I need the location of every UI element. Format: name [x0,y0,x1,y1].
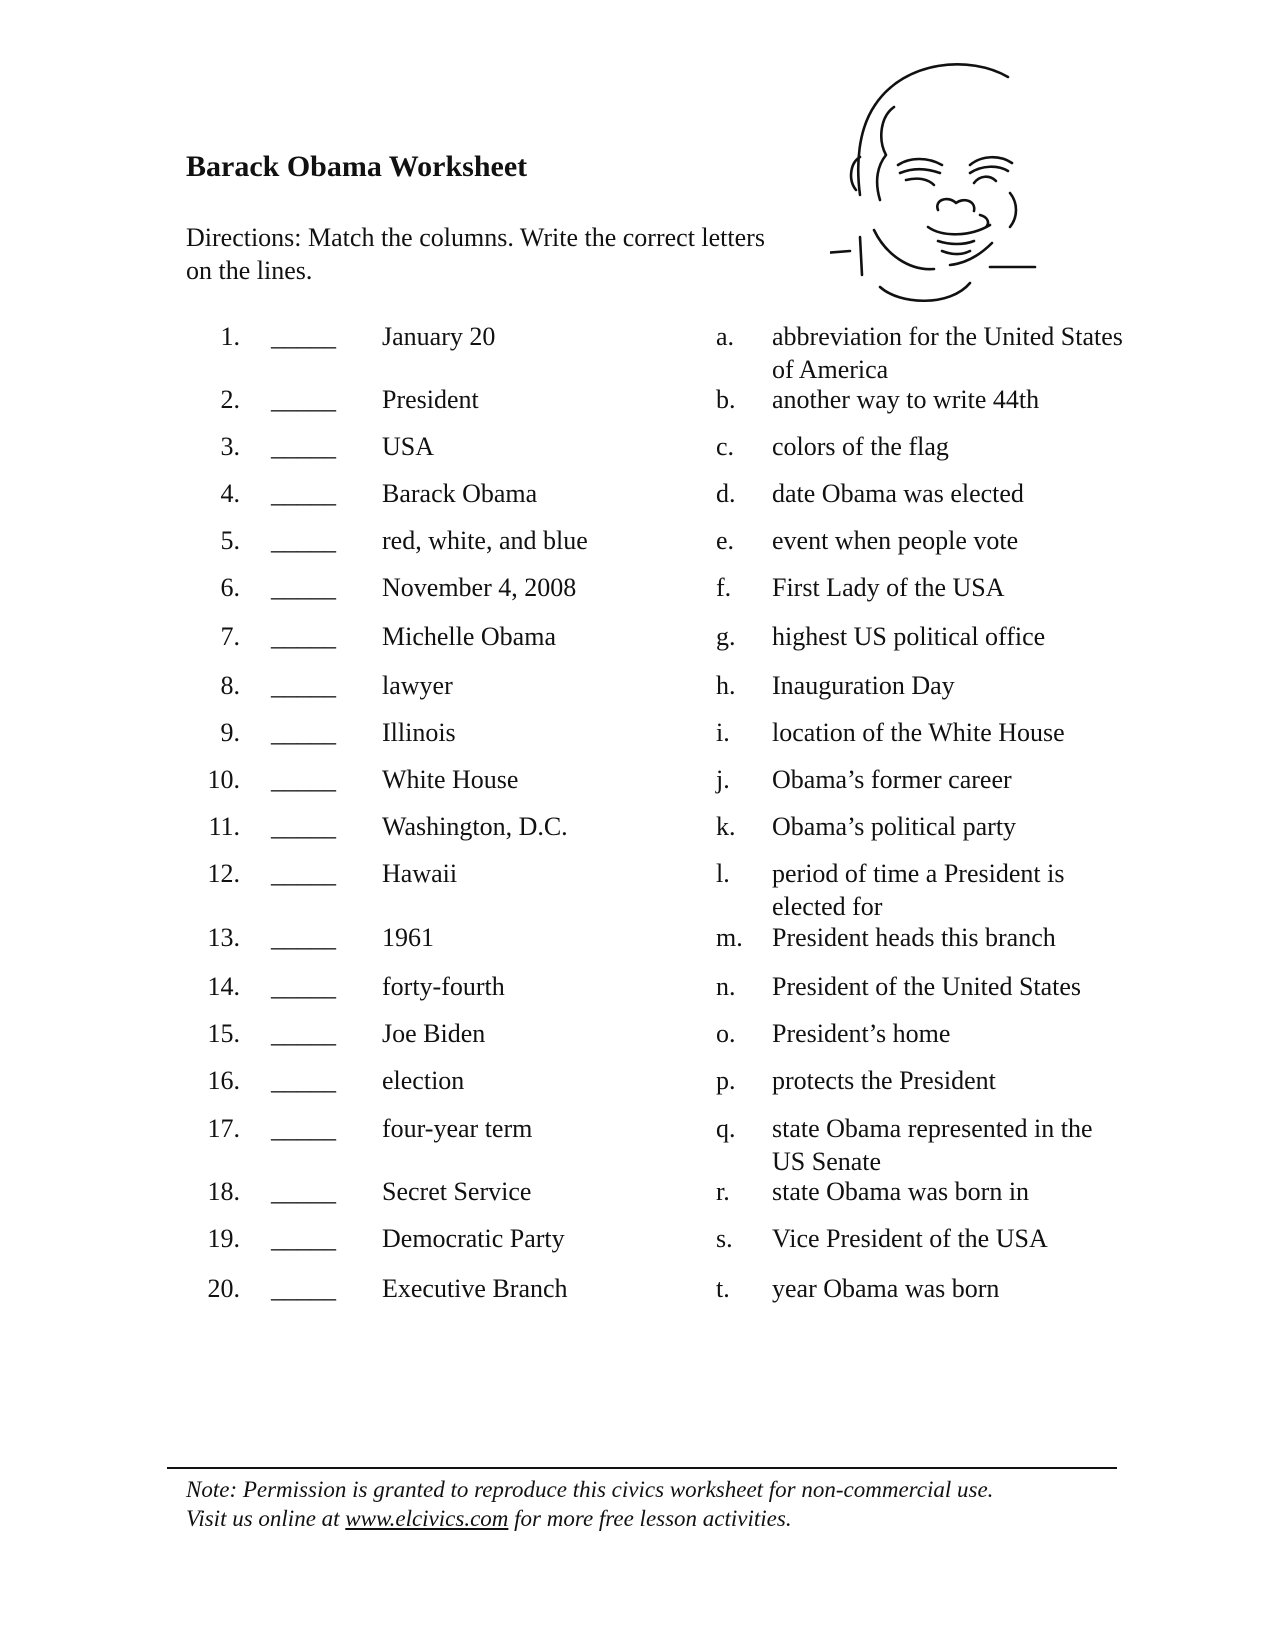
answer-line[interactable]: _____ [271,1019,336,1048]
answer-line[interactable]: _____ [271,859,336,888]
term-text: four-year term [382,1114,533,1143]
answer-line[interactable]: _____ [271,1066,336,1095]
answer-line[interactable]: _____ [271,573,336,602]
choice-letter: s. [716,1224,733,1253]
item-number: 13. [207,923,240,952]
answer-line[interactable]: _____ [271,1177,336,1206]
answer-line[interactable]: _____ [271,1274,336,1303]
item-number: 1. [220,322,240,351]
definition-text: President of the United States [772,972,1082,1001]
choice-letter: c. [716,432,735,461]
directions-text: Directions: Match the columns. Write the correct letters on the lines. [186,223,765,285]
note-line-1: Note: Permission is granted to reproduce this civics worksheet for non-commercial use. [186,1477,994,1502]
definition-text: Obama’s former career [772,765,1012,794]
item-number: 8. [220,671,240,700]
choice-letter: g. [716,622,736,651]
choice-letter: a. [716,322,735,351]
note-line-2-suffix: for more free lesson activities. [508,1506,792,1531]
choice-letter: b. [716,385,736,414]
answer-line[interactable]: _____ [271,526,336,555]
definition-text: state Obama represented in the US Senate [772,1114,1093,1176]
item-number: 9. [220,718,240,747]
item-number: 4. [220,479,240,508]
term-text: White House [382,765,519,794]
choice-letter: d. [716,479,736,508]
choice-letter: j. [716,765,730,794]
term-text: President [382,385,479,414]
definition-text: another way to write 44th [772,385,1040,414]
choice-letter: o. [716,1019,736,1048]
choice-letter: i. [716,718,730,747]
answer-line[interactable]: _____ [271,1114,336,1143]
definition-text: Obama’s political party [772,812,1017,841]
item-number: 7. [220,622,240,651]
item-number: 14. [207,972,240,1001]
item-number: 3. [220,432,240,461]
term-text: Hawaii [382,859,458,888]
answer-line[interactable]: _____ [271,718,336,747]
choice-letter: r. [716,1177,730,1206]
item-number: 16. [207,1066,240,1095]
definition-text: colors of the flag [772,432,949,461]
definition-text: event when people vote [772,526,1019,555]
item-number: 2. [220,385,240,414]
answer-line[interactable]: _____ [271,1224,336,1253]
definition-text: date Obama was elected [772,479,1024,508]
term-text: Democratic Party [382,1224,565,1253]
term-text: Executive Branch [382,1274,568,1303]
item-number: 11. [208,812,240,841]
definition-text: protects the President [772,1066,996,1095]
choice-letter: p. [716,1066,736,1095]
definition-text: year Obama was born [772,1274,1000,1303]
term-text: Secret Service [382,1177,532,1206]
choice-letter: n. [716,972,736,1001]
page-title: Barack Obama Worksheet [186,150,528,183]
choice-letter: m. [716,923,743,952]
answer-line[interactable]: _____ [271,622,336,651]
choice-letter: l. [716,859,730,888]
definition-text: period of time a President is elected for [772,859,1065,921]
definition-text: Inauguration Day [772,671,955,700]
item-number: 17. [207,1114,240,1143]
choice-letter: k. [716,812,736,841]
item-number: 10. [207,765,240,794]
choice-letter: q. [716,1114,736,1143]
answer-line[interactable]: _____ [271,765,336,794]
definition-text: President’s home [772,1019,951,1048]
term-text: Barack Obama [382,479,538,508]
choice-letter: e. [716,526,735,555]
definition-text: abbreviation for the United States of America [772,322,1123,384]
definition-text: location of the White House [772,718,1065,747]
term-text: Washington, D.C. [382,812,568,841]
term-text: election [382,1066,465,1095]
item-number: 19. [207,1224,240,1253]
definition-text: highest US political office [772,622,1046,651]
term-text: red, white, and blue [382,526,588,555]
item-number: 18. [207,1177,240,1206]
definition-text: First Lady of the USA [772,573,1005,602]
answer-line[interactable]: _____ [271,432,336,461]
item-number: 12. [207,859,240,888]
choice-letter: h. [716,671,736,700]
item-number: 5. [220,526,240,555]
item-number: 15. [207,1019,240,1048]
item-number: 20. [207,1274,240,1303]
term-text: November 4, 2008 [382,573,577,602]
term-text: lawyer [382,671,453,700]
definition-text: Vice President of the USA [772,1224,1048,1253]
choice-letter: f. [716,573,732,602]
term-text: 1961 [382,923,434,952]
term-text: Joe Biden [382,1019,486,1048]
answer-line[interactable]: _____ [271,671,336,700]
term-text: Michelle Obama [382,622,556,651]
definition-text: state Obama was born in [772,1177,1030,1206]
footer-divider [167,1467,1117,1469]
definition-text: President heads this branch [772,923,1056,952]
footer-note [186,1475,993,1533]
note-line-2-prefix: Visit us online at [186,1506,346,1531]
choice-letter: t. [716,1274,730,1303]
item-number: 6. [220,573,240,602]
term-text: forty-fourth [382,972,505,1001]
answer-line[interactable]: _____ [271,479,336,508]
term-text: January 20 [382,322,496,351]
term-text: USA [382,432,435,461]
answer-line[interactable]: _____ [271,972,336,1001]
elcivics-link[interactable]: www.elcivics.com [345,1506,509,1531]
answer-line[interactable]: _____ [271,385,336,414]
answer-line[interactable]: _____ [271,322,336,351]
answer-line[interactable]: _____ [271,812,336,841]
answer-line[interactable]: _____ [271,923,336,952]
term-text: Illinois [382,718,456,747]
